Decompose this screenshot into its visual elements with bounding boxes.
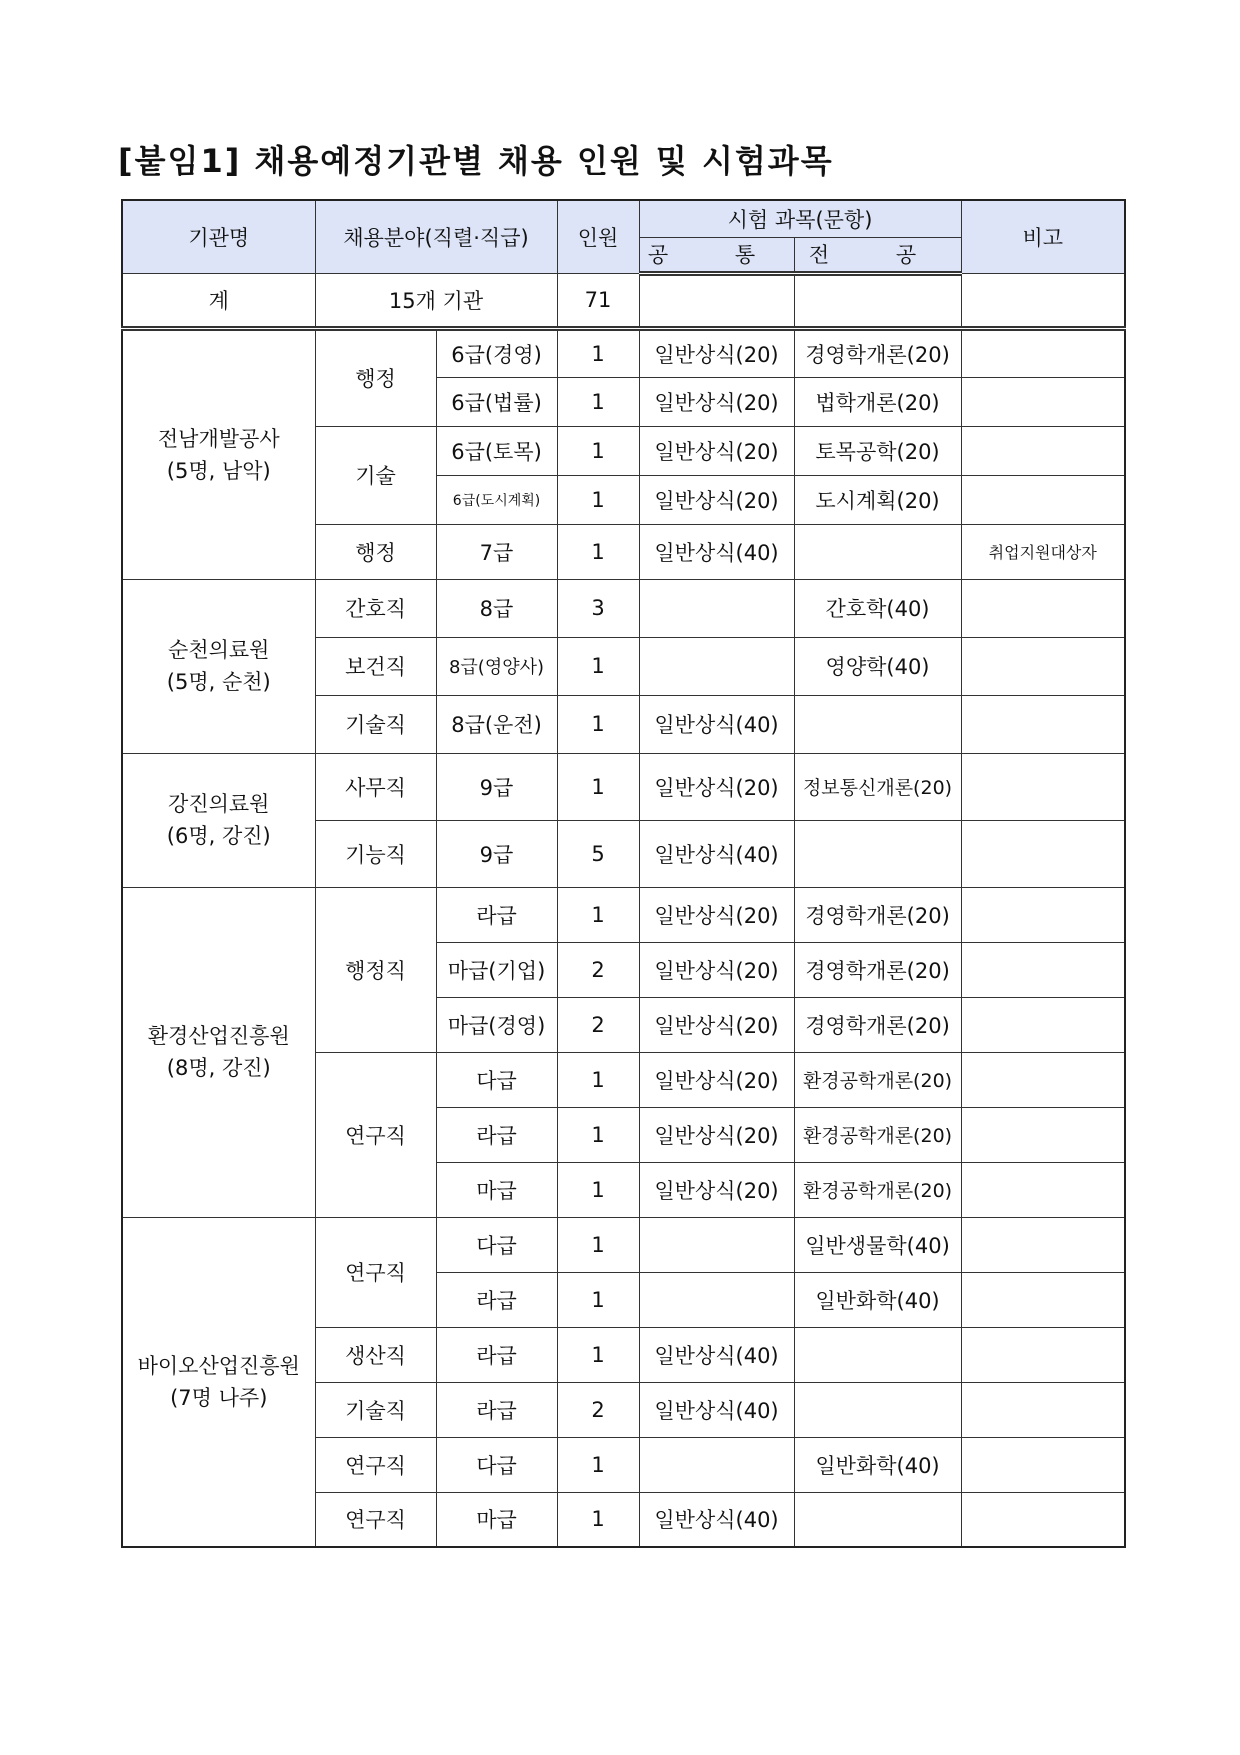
common-cell: 일반상식(40) (639, 1492, 794, 1547)
common-cell (639, 1272, 794, 1327)
major-cell: 도시계획(20) (794, 475, 961, 524)
note-cell (961, 1327, 1125, 1382)
category-cell: 연구직 (315, 1492, 436, 1547)
org-cell (122, 887, 315, 1217)
total-count: 71 (557, 273, 639, 328)
category-cell: 연구직 (315, 1052, 436, 1217)
header-row (122, 200, 1125, 237)
count-cell: 1 (557, 753, 639, 820)
grade-cell: 라급 (436, 1107, 557, 1162)
note-cell (961, 377, 1125, 426)
common-cell: 일반상식(20) (639, 997, 794, 1052)
org-name: 순천의료원 (168, 638, 270, 662)
org-sub: (5명, 남악) (166, 458, 271, 483)
note-cell (961, 997, 1125, 1052)
org-name: 강진의료원 (168, 792, 270, 816)
org-cell (122, 1217, 315, 1547)
grade-cell: 8급 (436, 579, 557, 637)
grade-cell: 6급(경영) (436, 328, 557, 377)
org-cell (122, 328, 315, 579)
org-name: 바이오산업진흥원 (137, 1353, 300, 1378)
count-cell: 1 (557, 426, 639, 475)
common-cell (639, 579, 794, 637)
total-label: 계 (122, 273, 315, 328)
grade-cell: 라급 (436, 1327, 557, 1382)
common-cell: 일반상식(40) (639, 1327, 794, 1382)
common-cell: 일반상식(20) (639, 1052, 794, 1107)
category-cell: 생산직 (315, 1327, 436, 1382)
major-cell: 토목공학(20) (794, 426, 961, 475)
grade-cell: 마급(기업) (436, 942, 557, 997)
note-cell (961, 328, 1125, 377)
note-cell (961, 753, 1125, 820)
major-cell (794, 695, 961, 753)
grade-cell: 다급 (436, 1052, 557, 1107)
common-cell: 일반상식(40) (639, 524, 794, 579)
count-cell: 1 (557, 524, 639, 579)
org-sub: (5명, 순천) (166, 670, 271, 694)
note-cell (961, 426, 1125, 475)
major-cell: 경영학개론(20) (794, 942, 961, 997)
common-cell: 일반상식(20) (639, 753, 794, 820)
common-cell: 일반상식(20) (639, 377, 794, 426)
grade-cell: 8급(영양사) (436, 637, 557, 695)
common-cell: 일반상식(20) (639, 942, 794, 997)
recruitment-table (121, 199, 1126, 1548)
count-cell: 1 (557, 1327, 639, 1382)
major-cell: 환경공학개론(20) (794, 1052, 961, 1107)
common-cell (639, 1437, 794, 1492)
common-cell: 일반상식(40) (639, 1382, 794, 1437)
note-cell (961, 1217, 1125, 1272)
common-cell (639, 1217, 794, 1272)
count-cell: 5 (557, 820, 639, 887)
count-cell: 1 (557, 1437, 639, 1492)
grade-cell: 9급 (436, 753, 557, 820)
category-cell: 기능직 (315, 820, 436, 887)
note-cell (961, 887, 1125, 942)
major-cell: 경영학개론(20) (794, 887, 961, 942)
major-cell: 정보통신개론(20) (794, 753, 961, 820)
total-row (122, 273, 1125, 328)
major-cell: 경영학개론(20) (794, 328, 961, 377)
count-cell: 1 (557, 1162, 639, 1217)
header-subjects: 시험 과목(문항) (639, 200, 961, 237)
category-cell: 행정 (315, 524, 436, 579)
page-title: [붙임1] 채용예정기관별 채용 인원 및 시험과목 (118, 142, 834, 180)
header-major: 전 공 (794, 237, 961, 273)
grade-cell: 8급(운전) (436, 695, 557, 753)
count-cell: 2 (557, 1382, 639, 1437)
category-cell: 연구직 (315, 1217, 436, 1327)
common-cell: 일반상식(20) (639, 328, 794, 377)
major-cell: 일반화학(40) (794, 1437, 961, 1492)
note-cell (961, 942, 1125, 997)
count-cell: 1 (557, 695, 639, 753)
count-cell: 1 (557, 1492, 639, 1547)
org-sub: (8명, 강진) (166, 1056, 271, 1080)
note-cell (961, 1382, 1125, 1437)
total-common (639, 273, 794, 328)
note-cell (961, 695, 1125, 753)
count-cell: 1 (557, 1107, 639, 1162)
common-cell: 일반상식(20) (639, 475, 794, 524)
count-cell: 2 (557, 997, 639, 1052)
header-note: 비고 (961, 200, 1125, 273)
table-row (122, 579, 1125, 637)
category-cell: 기술직 (315, 1382, 436, 1437)
note-cell (961, 1052, 1125, 1107)
note-cell (961, 1437, 1125, 1492)
note-cell (961, 475, 1125, 524)
major-cell: 영양학(40) (794, 637, 961, 695)
note-cell (961, 1162, 1125, 1217)
count-cell: 1 (557, 1217, 639, 1272)
grade-cell: 마급 (436, 1492, 557, 1547)
major-cell: 경영학개론(20) (794, 997, 961, 1052)
category-cell: 사무직 (315, 753, 436, 820)
grade-cell: 라급 (436, 1272, 557, 1327)
note-cell (961, 637, 1125, 695)
grade-cell: 마급(경영) (436, 997, 557, 1052)
table-row (122, 1217, 1125, 1272)
major-cell: 간호학(40) (794, 579, 961, 637)
grade-cell: 라급 (436, 887, 557, 942)
grade-cell: 다급 (436, 1217, 557, 1272)
grade-cell: 6급(토목) (436, 426, 557, 475)
grade-cell: 6급(도시계획) (436, 475, 557, 524)
note-cell (961, 579, 1125, 637)
count-cell: 1 (557, 1052, 639, 1107)
major-cell: 일반화학(40) (794, 1272, 961, 1327)
grade-cell: 7급 (436, 524, 557, 579)
major-cell (794, 820, 961, 887)
common-cell (639, 637, 794, 695)
note-cell (961, 1272, 1125, 1327)
grade-cell: 6급(법률) (436, 377, 557, 426)
common-cell: 일반상식(20) (639, 887, 794, 942)
common-cell: 일반상식(20) (639, 1162, 794, 1217)
header-common: 공 통 (639, 237, 794, 273)
category-cell: 간호직 (315, 579, 436, 637)
org-cell (122, 753, 315, 887)
org-name: 전남개발공사 (157, 426, 280, 451)
grade-cell: 라급 (436, 1382, 557, 1437)
category-cell: 보건직 (315, 637, 436, 695)
note-cell (961, 1492, 1125, 1547)
total-note (961, 273, 1125, 328)
count-cell: 1 (557, 377, 639, 426)
major-cell (794, 524, 961, 579)
table-row (122, 887, 1125, 942)
major-cell: 환경공학개론(20) (794, 1162, 961, 1217)
header-count: 인원 (557, 200, 639, 273)
count-cell: 1 (557, 887, 639, 942)
category-cell: 기술 (315, 426, 436, 524)
total-orgs: 15개 기관 (315, 273, 557, 328)
total-major (794, 273, 961, 328)
org-name: 환경산업진흥원 (147, 1024, 290, 1048)
count-cell: 3 (557, 579, 639, 637)
major-cell (794, 1382, 961, 1437)
category-cell: 기술직 (315, 695, 436, 753)
org-sub: (7명 나주) (170, 1385, 268, 1410)
count-cell: 2 (557, 942, 639, 997)
common-cell: 일반상식(20) (639, 1107, 794, 1162)
table-row (122, 328, 1125, 377)
org-cell (122, 579, 315, 753)
major-cell: 법학개론(20) (794, 377, 961, 426)
count-cell: 1 (557, 475, 639, 524)
common-cell: 일반상식(40) (639, 695, 794, 753)
grade-cell: 다급 (436, 1437, 557, 1492)
org-sub: (6명, 강진) (166, 824, 271, 848)
major-cell (794, 1492, 961, 1547)
grade-cell: 9급 (436, 820, 557, 887)
count-cell: 1 (557, 328, 639, 377)
major-cell: 일반생물학(40) (794, 1217, 961, 1272)
category-cell: 연구직 (315, 1437, 436, 1492)
note-cell: 취업지원대상자 (961, 524, 1125, 579)
major-cell (794, 1327, 961, 1382)
note-cell (961, 1107, 1125, 1162)
category-cell: 행정직 (315, 887, 436, 1052)
common-cell: 일반상식(20) (639, 426, 794, 475)
count-cell: 1 (557, 637, 639, 695)
count-cell: 1 (557, 1272, 639, 1327)
category-cell: 행정 (315, 328, 436, 426)
note-cell (961, 820, 1125, 887)
header-field: 채용분야(직렬·직급) (315, 200, 557, 273)
major-cell: 환경공학개론(20) (794, 1107, 961, 1162)
table-row (122, 753, 1125, 820)
grade-cell: 마급 (436, 1162, 557, 1217)
header-org: 기관명 (122, 200, 315, 273)
common-cell: 일반상식(40) (639, 820, 794, 887)
